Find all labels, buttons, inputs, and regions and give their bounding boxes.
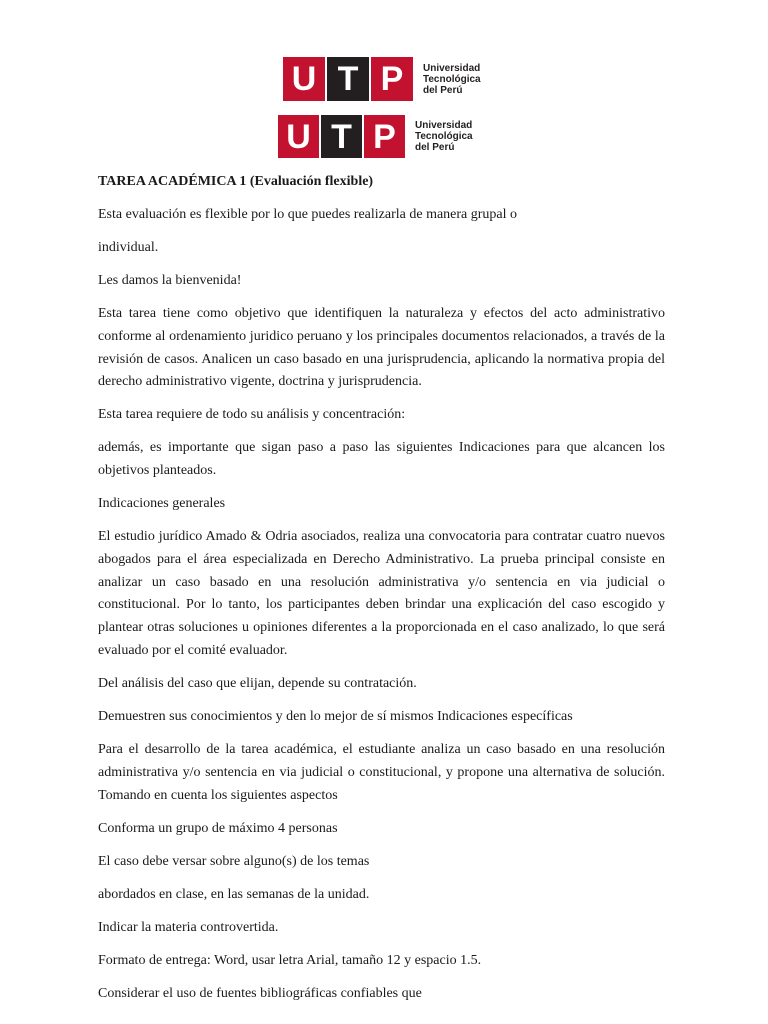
logo-letter-t: T (321, 115, 362, 158)
paragraph: Considerar el uso de fuentes bibliográficas confiables que (98, 985, 422, 1001)
logo-line-3: del Perú (415, 142, 455, 153)
paragraph: Conforma un grupo de máximo 4 personas (98, 820, 338, 836)
utp-logo-bottom (278, 115, 473, 158)
paragraph: Esta evaluación es flexible por lo que puedes realizarla de manera grupal o (98, 206, 518, 222)
paragraph: El estudio jurídico Amado & Odria asociados, realiza una convocatoria para contratar cuatro nuevos abogados para el área especializada en Derecho Administrativo. La prueba principal consiste en analizar un caso basado en una resolución administrativa y/o sentencia en via judicial o constitucional. Por lo tanto, los participantes deben brindar una explicación del caso escogido y plantear otras soluciones u opiniones diferentes a la proporcionada en el caso analizado, lo que será evaluado por el comité evaluador. (98, 529, 665, 659)
logo-line-3: del Perú (423, 84, 463, 96)
logo-letter-t: T (327, 57, 369, 101)
section-heading: Indicaciones generales (98, 496, 226, 512)
logo-wordmark (423, 63, 481, 96)
logo-line-2: Tecnológica (423, 73, 481, 85)
document-title: TAREA ACADÉMICA 1 (Evaluación flexible) (98, 174, 374, 189)
paragraph: El caso debe versar sobre alguno(s) de los temas (98, 853, 370, 869)
paragraph: además, es importante que sigan paso a paso las siguientes Indicaciones para que alcancen los objetivos planteados. (98, 440, 665, 479)
paragraph: abordados en clase, en las semanas de la unidad. (98, 886, 370, 902)
paragraph: Esta tarea tiene como objetivo que identifiquen la naturaleza y efectos del acto administrativo conforme al ordenamiento juridico peruano y los principales documentos relacionados, a través de la revisión de casos. Analicen un caso basado en una jurisprudencia, aplicando la normativa propia del derecho administrativo vigente, doctrina y jurisprudencia. (98, 305, 665, 390)
logo-letter-u: U (283, 57, 325, 101)
paragraph: individual. (98, 239, 159, 255)
logo-line-1: Universidad (415, 120, 473, 131)
paragraph: Demuestren sus conocimientos y den lo mejor de sí mismos Indicaciones específicas (98, 709, 573, 725)
paragraph: Les damos la bienvenida! (98, 272, 242, 288)
logo-line-2: Tecnológica (415, 131, 473, 142)
paragraph: Formato de entrega: Word, usar letra Arial, tamaño 12 y espacio 1.5. (98, 952, 482, 968)
logo-letter-p: P (371, 57, 413, 101)
paragraph: Del análisis del caso que elijan, depende su contratación. (98, 676, 417, 692)
utp-logo-top (283, 57, 481, 101)
paragraph: Esta tarea requiere de todo su análisis y concentración: (98, 407, 406, 423)
document-body (98, 171, 665, 1015)
logo-letter-u: U (278, 115, 319, 158)
logo-wordmark (415, 120, 473, 153)
logo-letter-p: P (364, 115, 405, 158)
paragraph: Indicar la materia controvertida. (98, 919, 279, 935)
logo-line-1: Universidad (423, 62, 481, 74)
paragraph: Para el desarrollo de la tarea académica, el estudiante analiza un caso basado en una resolución administrativa y/o sentencia en via judicial o constitucional, y propone una alternativa de solución. Tomando en cuenta los siguientes aspectos (98, 742, 665, 803)
